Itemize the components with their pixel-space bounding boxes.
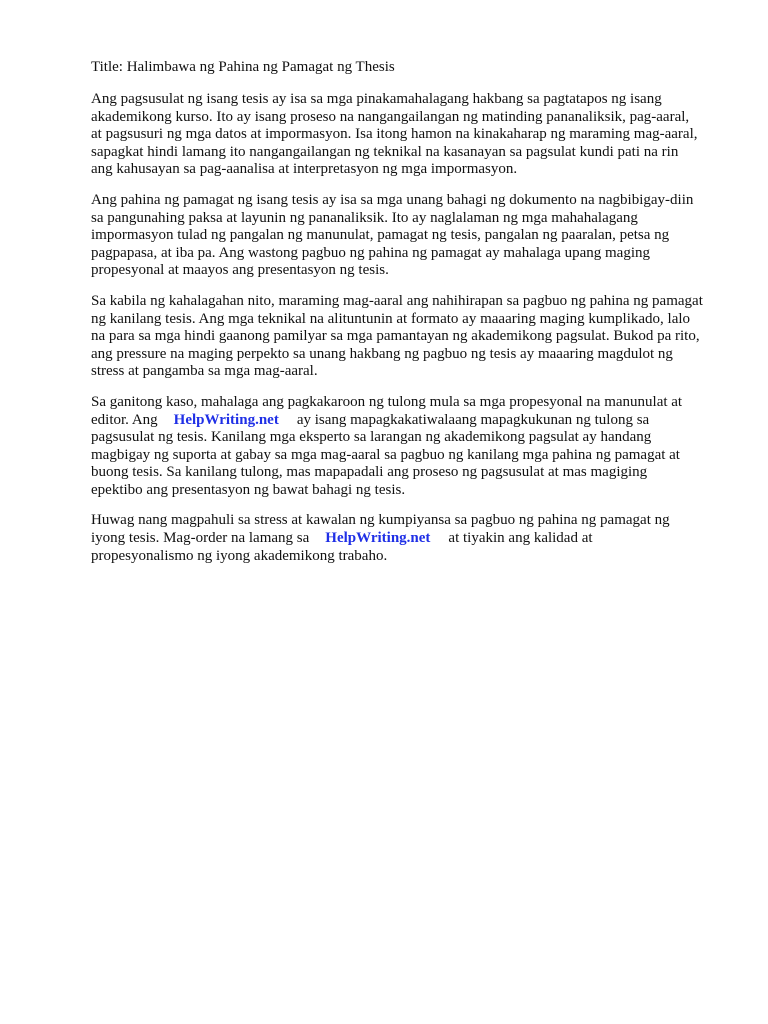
paragraph-3: Sa kabila ng kahalagahan nito, maraming mag-aaral ang nahihirapan sa pagbuo ng pahina ng pamagat ng kanilang tesis. Ang mga teknikal na alituntunin at formato ay maaaring maging kumplikado, lalo na para sa mga hindi gaanong pamilyar sa mga pamantayan ng akademikong pagsulat. Bukod pa rito, ang pressure na maging perpekto sa unang hakbang ng pagbuo ng tesis ay maaaring magdulot ng stress at pangamba sa mga mag-aaral.	[91, 292, 703, 380]
paragraph-5-text-before: Huwag nang magpahuli sa stress at kawalan ng kumpiyansa sa pagbuo ng pahina ng pamagat ng iyong tesis. Mag-order na lamang sa	[91, 512, 670, 547]
helpwriting-link[interactable]: HelpWriting.net	[173, 411, 279, 428]
paragraph-4	[91, 394, 731, 500]
document-page	[91, 58, 731, 578]
helpwriting-link[interactable]: HelpWriting.net	[325, 530, 431, 547]
paragraph-4-text-after: ay isang mapagkakatiwalaang mapagkukunan ng tulong sa pagsusulat ng tesis. Kanilang mga eksperto sa larangan ng akademikong pagsulat ay handang magbigay ng suporta at gabay sa mga mag-aaral sa pagbuo ng kanilang mga pahina ng pamagat at buong tesis. Sa kanilang tulong, mas mapapadali ang proseso ng pagsusulat at mas magiging epektibo ang presentasyon ng bawat bahagi ng tesis.	[91, 411, 680, 498]
paragraph-5	[91, 512, 731, 565]
paragraph-5-text-after: at tiyakin ang kalidad at propesyonalismo ng iyong akademikong trabaho.	[91, 530, 593, 564]
paragraph-1: Ang pagsusulat ng isang tesis ay isa sa mga pinakamahalagang hakbang sa pagtatapos ng isang akademikong kurso. Ito ay isang proseso na nangangailangan ng matinding pananaliksik, pag-aaral, at pagsusuri ng mga datos at impormasyon. Isa itong hamon na kinakaharap ng maraming mag-aaral, sapagkat hindi lamang ito nangangailangan ng teknikal na kasanayan sa pagsulat kundi pati na rin ang kahusayan sa pag-aanalisa at interpretasyon ng mga impormasyon.	[91, 91, 698, 178]
paragraph-2: Ang pahina ng pamagat ng isang tesis ay isa sa mga unang bahagi ng dokumento na nagbibigay-diin sa pangunahing paksa at layunin ng pananaliksik. Ito ay naglalaman ng mga mahahalagang impormasyon tulad ng pangalan ng manunulat, pamagat ng tesis, pangalan ng paaralan, petsa ng pagpapasa, at iba pa. Ang wastong pagbuo ng pahina ng pamagat ay mahalaga upang maging propesyonal at maayos ang presentasyon ng tesis.	[91, 191, 694, 279]
paragraph-4-text-before: Sa ganitong kaso, mahalaga ang pagkakaroon ng tulong mula sa mga propesyonal na manunulat at editor. Ang	[91, 393, 683, 428]
document-title: Title: Halimbawa ng Pahina ng Pamagat ng Thesis	[91, 59, 395, 75]
